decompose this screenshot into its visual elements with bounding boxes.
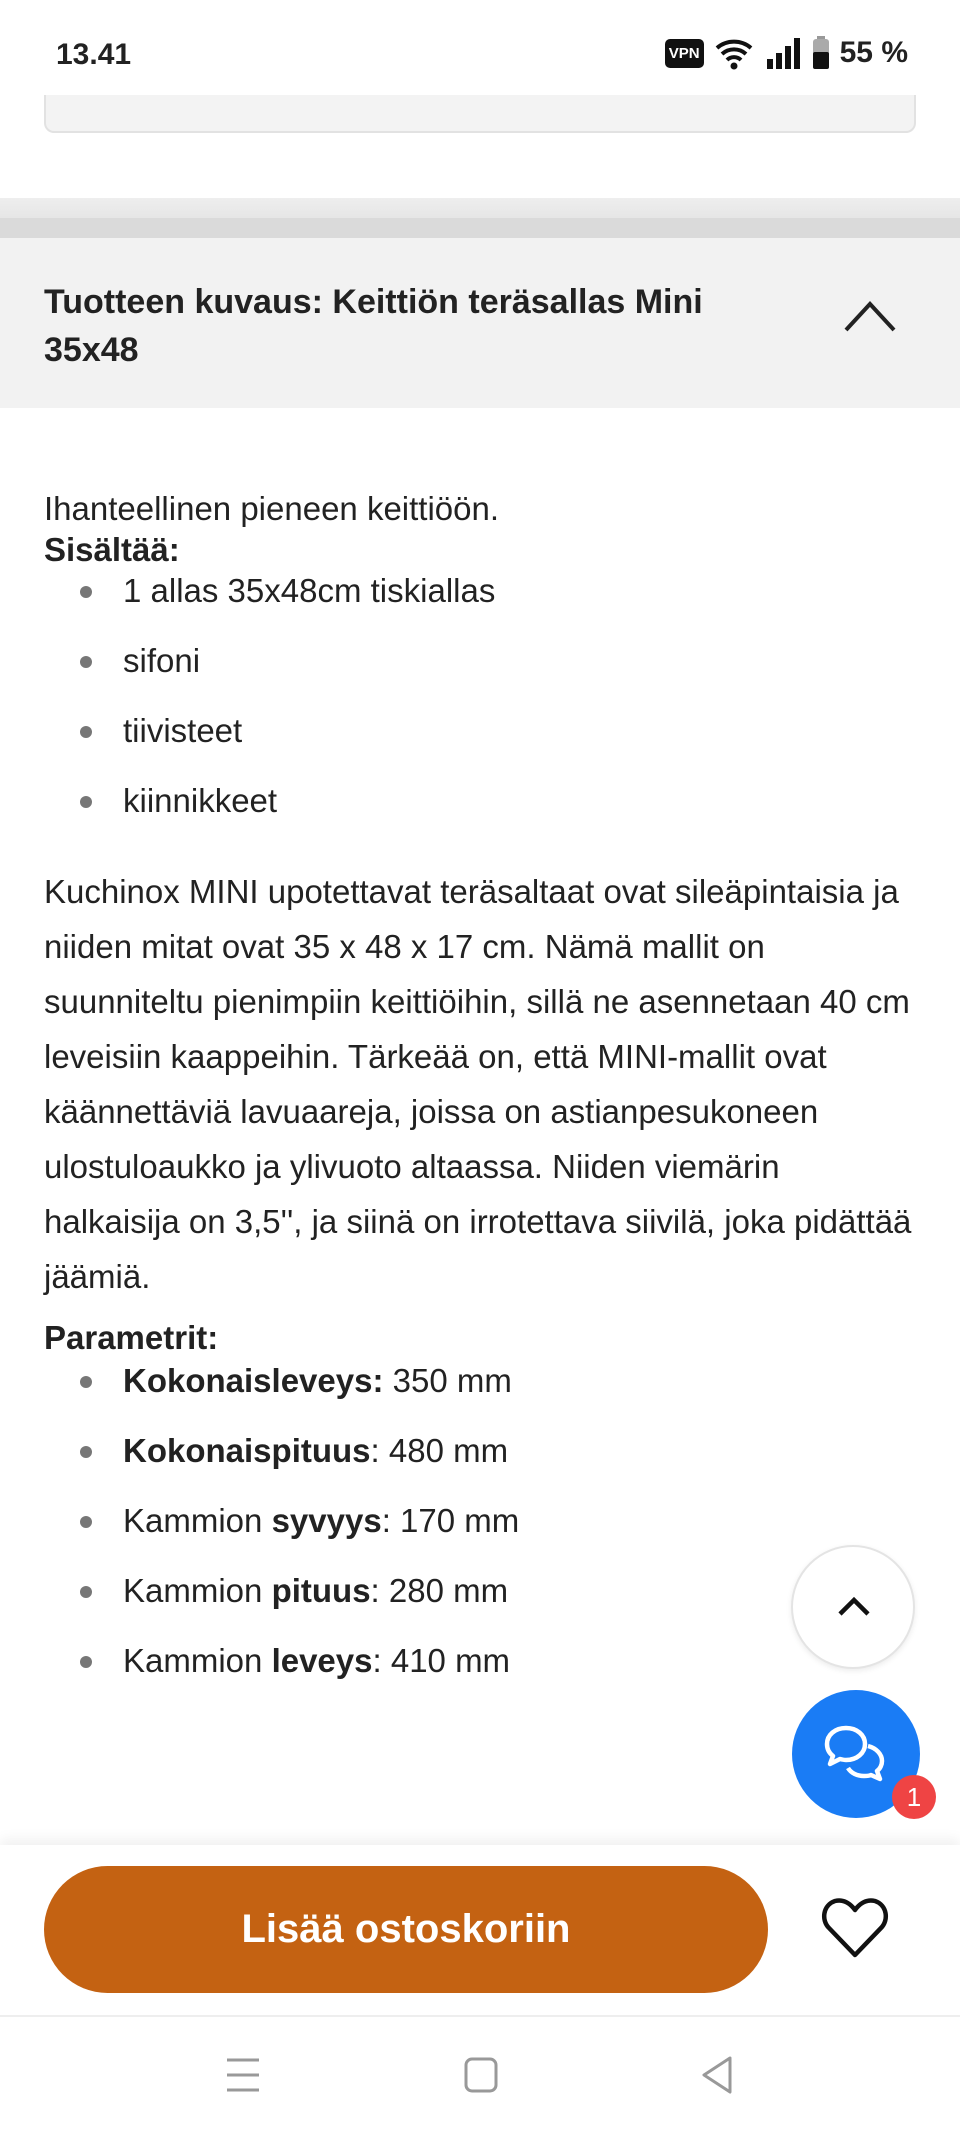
signal-icon (766, 37, 802, 69)
description-paragraph: Kuchinox MINI upotettavat teräsaltaat ovat sileäpintaisia ja niiden mitat ovat 35 x 48 x 17 cm. Nämä mallit on suunniteltu pienimpiin keittiöihin, sillä ne asennetaan 40 cm leveisiin kaappeihin. Tärkeää on, että MINI-mallit ovat käännettäviä lavuaareja, joissa on astianpesukoneen ulostuloaukko ja ylivuoto altaassa. Niiden viemärin halkaisija on 3,5'', ja siinä on irrotettava siivilä, joka pidättää jäämiä. (44, 873, 912, 1295)
vpn-icon: VPN (665, 39, 704, 68)
params-label: Parametrit: (44, 1319, 219, 1356)
list-item: kiinnikkeet (80, 778, 924, 848)
scroll-to-top-button[interactable] (791, 1545, 915, 1669)
battery-level: 55 % (839, 36, 908, 69)
chevron-up-icon[interactable] (842, 298, 898, 334)
description-accordion-header[interactable] (0, 238, 960, 408)
param-item: Kammion leveys: 410 mm (80, 1638, 924, 1708)
back-icon[interactable] (700, 2055, 734, 2095)
chat-bubbles-icon (822, 1722, 890, 1786)
status-bar (0, 0, 960, 95)
heart-icon[interactable] (820, 1895, 890, 1961)
clock: 13.41 (56, 38, 132, 71)
intro-text: Ihanteellinen pieneen keittiöön. (44, 490, 500, 527)
param-item: Kammion pituus: 280 mm (80, 1568, 924, 1638)
contains-list (80, 568, 924, 848)
add-to-cart-button[interactable]: Lisää ostoskoriin (44, 1866, 768, 1993)
bottom-action-bar (0, 1845, 960, 2015)
system-nav-bar (0, 2015, 960, 2133)
list-item: tiivisteet (80, 708, 924, 778)
section-divider (0, 198, 960, 238)
param-item: Kokonaisleveys: 350 mm (80, 1358, 924, 1428)
section-title: Tuotteen kuvaus: Keittiön teräsallas Mini 35x48 (44, 283, 703, 369)
chevron-up-icon (837, 1595, 871, 1617)
list-item: sifoni (80, 638, 924, 708)
contains-label: Sisältää: (44, 531, 180, 568)
wifi-icon (714, 36, 756, 70)
param-item: Kokonaispituus: 480 mm (80, 1428, 924, 1498)
param-item: Kammion syvyys: 170 mm (80, 1498, 924, 1568)
product-description (44, 486, 924, 1708)
chat-notification-badge: 1 (892, 1775, 936, 1819)
params-list (80, 1358, 924, 1708)
menu-icon[interactable] (226, 2057, 260, 2093)
list-item: 1 allas 35x48cm tiskiallas (80, 568, 924, 638)
previous-card (44, 95, 916, 133)
home-icon[interactable] (464, 2057, 498, 2093)
battery-icon (812, 36, 830, 70)
